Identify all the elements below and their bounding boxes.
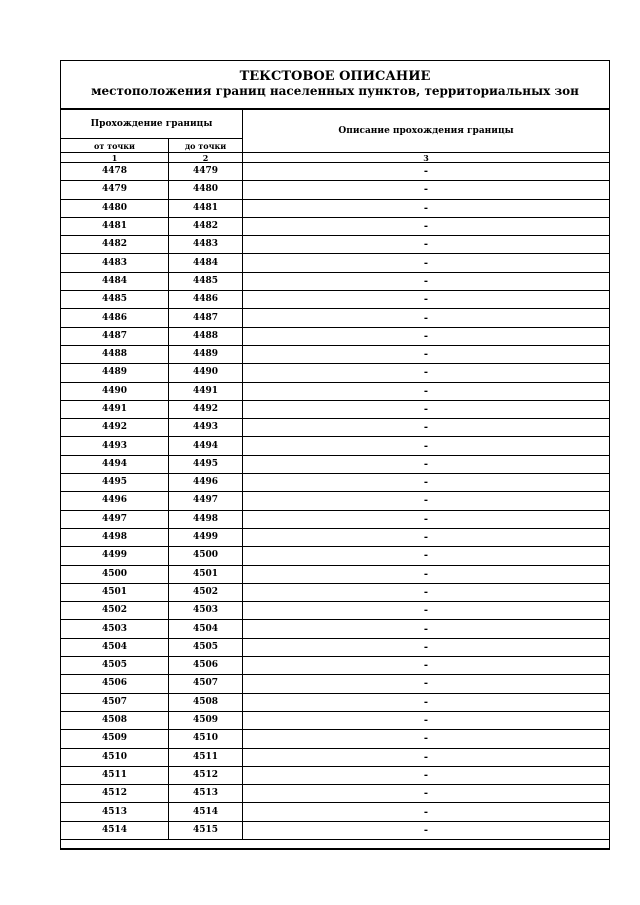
- description-cell: -: [243, 163, 610, 181]
- to-point-cell: 4481: [169, 199, 243, 217]
- description-cell: -: [243, 510, 610, 528]
- to-point-cell: 4492: [169, 400, 243, 418]
- to-point-cell: 4507: [169, 675, 243, 693]
- table-row: [61, 492, 610, 510]
- from-point-cell: 4499: [61, 547, 169, 565]
- description-cell: -: [243, 181, 610, 199]
- to-point-cell: 4480: [169, 181, 243, 199]
- to-point-cell: 4502: [169, 583, 243, 601]
- table-row: [61, 730, 610, 748]
- table-row: [61, 638, 610, 656]
- to-point-cell: 4499: [169, 528, 243, 546]
- description-cell: -: [243, 309, 610, 327]
- to-point-cell: 4503: [169, 602, 243, 620]
- description-cell: -: [243, 236, 610, 254]
- to-point-cell: 4504: [169, 620, 243, 638]
- to-point-cell: 4513: [169, 785, 243, 803]
- to-point-cell: 4500: [169, 547, 243, 565]
- description-cell: -: [243, 657, 610, 675]
- header-row-numbers: [61, 153, 610, 163]
- description-cell: -: [243, 400, 610, 418]
- table-row: [61, 309, 610, 327]
- from-point-cell: 4491: [61, 400, 169, 418]
- table-row: [61, 181, 610, 199]
- to-point-cell: 4509: [169, 711, 243, 729]
- from-point-cell: 4510: [61, 748, 169, 766]
- to-point-cell: 4510: [169, 730, 243, 748]
- from-point-cell: 4484: [61, 272, 169, 290]
- from-point-cell: 4511: [61, 766, 169, 784]
- description-cell: -: [243, 382, 610, 400]
- description-cell: -: [243, 455, 610, 473]
- from-point-cell: 4495: [61, 474, 169, 492]
- table-row: [61, 382, 610, 400]
- table-row: [61, 657, 610, 675]
- boundary-table: [60, 109, 610, 840]
- table-row: [61, 766, 610, 784]
- table-row: [61, 419, 610, 437]
- from-point-cell: 4514: [61, 821, 169, 839]
- to-point-cell: 4512: [169, 766, 243, 784]
- to-point-cell: 4490: [169, 364, 243, 382]
- column-number-2: 2: [169, 153, 243, 163]
- from-point-cell: 4494: [61, 455, 169, 473]
- table-row: [61, 163, 610, 181]
- table-row: [61, 620, 610, 638]
- from-point-cell: 4501: [61, 583, 169, 601]
- page-title: ТЕКСТОВОЕ ОПИСАНИЕ: [239, 69, 431, 84]
- table-row: [61, 821, 610, 839]
- from-point-cell: 4506: [61, 675, 169, 693]
- description-cell: -: [243, 565, 610, 583]
- to-point-cell: 4486: [169, 291, 243, 309]
- table-row: [61, 547, 610, 565]
- from-point-cell: 4483: [61, 254, 169, 272]
- description-cell: -: [243, 492, 610, 510]
- from-point-cell: 4507: [61, 693, 169, 711]
- to-point-cell: 4498: [169, 510, 243, 528]
- table-row: [61, 455, 610, 473]
- header-to-cell: до точки: [169, 139, 243, 153]
- from-point-cell: 4485: [61, 291, 169, 309]
- header-from-cell: от точки: [61, 139, 169, 153]
- description-cell: -: [243, 766, 610, 784]
- page-subtitle: местоположения границ населенных пунктов, территориальных зон: [91, 84, 579, 98]
- table-row: [61, 345, 610, 363]
- header-group-cell: Прохождение границы: [61, 110, 243, 139]
- description-cell: -: [243, 291, 610, 309]
- from-point-cell: 4479: [61, 181, 169, 199]
- to-point-cell: 4489: [169, 345, 243, 363]
- description-cell: -: [243, 364, 610, 382]
- from-point-cell: 4480: [61, 199, 169, 217]
- from-point-cell: 4500: [61, 565, 169, 583]
- description-cell: -: [243, 272, 610, 290]
- table-row: [61, 291, 610, 309]
- description-cell: -: [243, 254, 610, 272]
- table-row: [61, 272, 610, 290]
- header-row-group: [61, 110, 610, 139]
- from-point-cell: 4492: [61, 419, 169, 437]
- table-row: [61, 803, 610, 821]
- table-row: [61, 437, 610, 455]
- to-point-cell: 4488: [169, 327, 243, 345]
- description-cell: -: [243, 437, 610, 455]
- description-cell: -: [243, 620, 610, 638]
- description-cell: -: [243, 345, 610, 363]
- table-body: [61, 163, 610, 840]
- document-sheet: [60, 60, 610, 850]
- table-row: [61, 711, 610, 729]
- description-cell: -: [243, 474, 610, 492]
- description-cell: -: [243, 638, 610, 656]
- from-point-cell: 4504: [61, 638, 169, 656]
- to-point-cell: 4505: [169, 638, 243, 656]
- from-point-cell: 4489: [61, 364, 169, 382]
- table-row: [61, 675, 610, 693]
- from-point-cell: 4498: [61, 528, 169, 546]
- description-cell: -: [243, 693, 610, 711]
- table-row: [61, 693, 610, 711]
- description-cell: -: [243, 785, 610, 803]
- description-cell: -: [243, 803, 610, 821]
- table-row: [61, 236, 610, 254]
- from-point-cell: 4513: [61, 803, 169, 821]
- table-row: [61, 785, 610, 803]
- bottom-rule: [60, 848, 610, 849]
- from-point-cell: 4508: [61, 711, 169, 729]
- to-point-cell: 4496: [169, 474, 243, 492]
- column-number-3: 3: [243, 153, 610, 163]
- from-point-cell: 4493: [61, 437, 169, 455]
- from-point-cell: 4481: [61, 217, 169, 235]
- from-point-cell: 4486: [61, 309, 169, 327]
- table-row: [61, 565, 610, 583]
- title-block: [61, 61, 609, 109]
- to-point-cell: 4514: [169, 803, 243, 821]
- to-point-cell: 4484: [169, 254, 243, 272]
- table-row: [61, 364, 610, 382]
- from-point-cell: 4502: [61, 602, 169, 620]
- description-cell: -: [243, 602, 610, 620]
- from-point-cell: 4487: [61, 327, 169, 345]
- from-point-cell: 4509: [61, 730, 169, 748]
- to-point-cell: 4487: [169, 309, 243, 327]
- table-row: [61, 400, 610, 418]
- from-point-cell: 4503: [61, 620, 169, 638]
- to-point-cell: 4497: [169, 492, 243, 510]
- to-point-cell: 4482: [169, 217, 243, 235]
- table-row: [61, 327, 610, 345]
- to-point-cell: 4508: [169, 693, 243, 711]
- to-point-cell: 4511: [169, 748, 243, 766]
- description-cell: -: [243, 199, 610, 217]
- description-cell: -: [243, 821, 610, 839]
- to-point-cell: 4501: [169, 565, 243, 583]
- from-point-cell: 4497: [61, 510, 169, 528]
- to-point-cell: 4483: [169, 236, 243, 254]
- description-cell: -: [243, 217, 610, 235]
- to-point-cell: 4495: [169, 455, 243, 473]
- to-point-cell: 4506: [169, 657, 243, 675]
- to-point-cell: 4494: [169, 437, 243, 455]
- column-number-1: 1: [61, 153, 169, 163]
- table-row: [61, 583, 610, 601]
- from-point-cell: 4496: [61, 492, 169, 510]
- description-cell: -: [243, 583, 610, 601]
- description-cell: -: [243, 711, 610, 729]
- description-cell: -: [243, 748, 610, 766]
- table-row: [61, 510, 610, 528]
- to-point-cell: 4515: [169, 821, 243, 839]
- description-cell: -: [243, 528, 610, 546]
- table-row: [61, 748, 610, 766]
- description-cell: -: [243, 547, 610, 565]
- to-point-cell: 4485: [169, 272, 243, 290]
- table-row: [61, 217, 610, 235]
- from-point-cell: 4482: [61, 236, 169, 254]
- from-point-cell: 4505: [61, 657, 169, 675]
- table-row: [61, 602, 610, 620]
- table-row: [61, 199, 610, 217]
- description-cell: -: [243, 419, 610, 437]
- table-row: [61, 474, 610, 492]
- to-point-cell: 4493: [169, 419, 243, 437]
- table-row: [61, 254, 610, 272]
- from-point-cell: 4490: [61, 382, 169, 400]
- from-point-cell: 4512: [61, 785, 169, 803]
- description-cell: -: [243, 675, 610, 693]
- description-cell: -: [243, 327, 610, 345]
- from-point-cell: 4488: [61, 345, 169, 363]
- table-header: [61, 110, 610, 163]
- to-point-cell: 4491: [169, 382, 243, 400]
- table-row: [61, 528, 610, 546]
- header-description-cell: Описание прохождения границы: [243, 110, 610, 153]
- from-point-cell: 4478: [61, 163, 169, 181]
- description-cell: -: [243, 730, 610, 748]
- to-point-cell: 4479: [169, 163, 243, 181]
